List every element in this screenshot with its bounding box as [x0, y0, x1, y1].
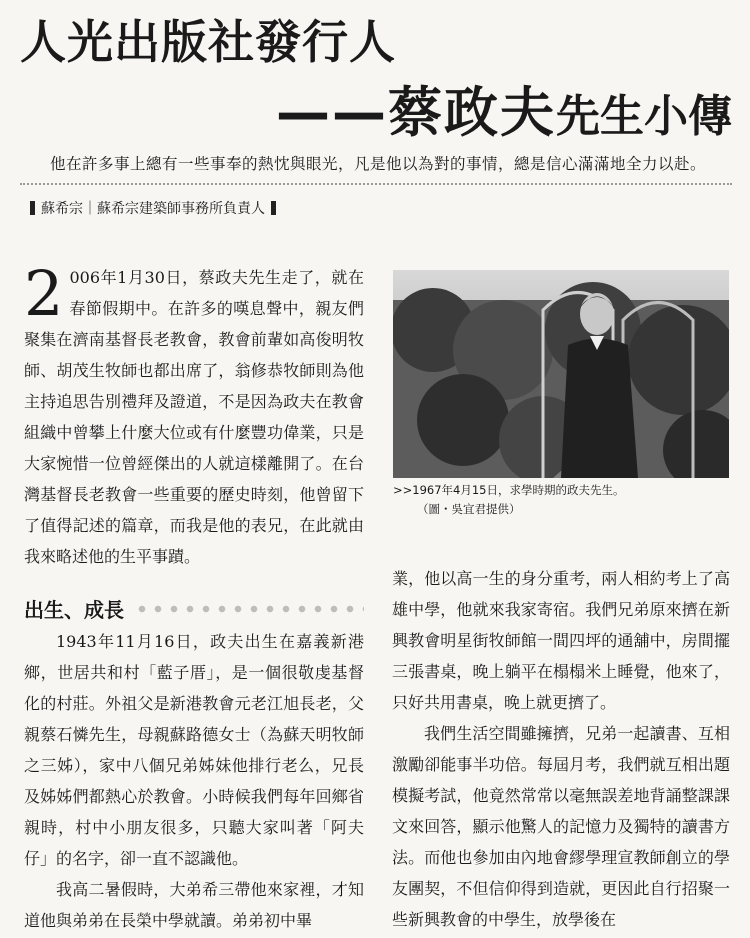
section-title: 出生、成長 [24, 598, 124, 622]
title-line-2 [276, 70, 732, 147]
section-dots [134, 605, 364, 613]
paragraph-1: 006年1月30日，蔡政夫先生走了，就在春節假期中。在許多的嘆息聲中，親友們聚集在濟南基督長老教會，教會前輩如高俊明牧師、胡茂生牧師也都出席了，翁修恭牧師則為他主持追思告別禮拜及證道，不是因為政夫在教會組織中曾攀上什麼大位或有什麼豐功偉業，只是大家惋惜一位曾經傑出的人就這樣離開了。在台灣基督長老教會一些重要的歷史時刻，他曾留下了值得記述的篇章，而我是他的表兄，在此就由我來略述他的生平事蹟。 [24, 268, 364, 566]
paragraph-5: 我們生活空間雖擁擠，兄弟一起讀書、互相激勵卻能事半功倍。每屆月考，我們就互相出題模擬考試，他竟然常常以毫無誤差地背誦整課課文來回答，顯示他驚人的記憶力及獨特的讀書方法。而他也參加由內地會繆學理宣教師創立的學友團契，不但信仰得到造就，更因此自行招聚一些新興教會的中學生，放學後在 [392, 724, 730, 929]
byline-marker-left [30, 201, 35, 215]
dotted-divider [20, 183, 732, 185]
dropcap: 2 [24, 257, 64, 330]
article-right [392, 563, 730, 935]
byline [24, 198, 282, 218]
byline-separator: ｜ [83, 201, 97, 217]
photo-caption [393, 481, 733, 519]
paragraph-3: 我高二暑假時，大弟希三帶他來家裡，才知道他與弟弟在長榮中學就讀。弟弟初中畢 [24, 880, 364, 930]
section-heading [24, 594, 364, 623]
article-left-lower [24, 626, 364, 936]
article-intro [24, 257, 364, 572]
title-suffix: 先生小傳 [556, 91, 732, 142]
paragraph-4: 業，他以高一生的身分重考，兩人相約考上了高雄中學，他就來我家寄宿。我們兄弟原來擠在新興教會明星街牧師館一間四坪的通舖中，房間擺三張書桌，晚上躺平在榻榻米上睡覺，他來了，只好共用書桌，晚上就更擠了。 [392, 569, 730, 712]
title-dash: —— [276, 81, 388, 144]
title-name: 蔡政夫 [388, 81, 556, 144]
byline-marker-right [271, 201, 276, 215]
title-line-1: 人光出版社發行人 [20, 15, 396, 69]
byline-affiliation: 蘇希宗建築師事務所負責人 [97, 201, 265, 217]
caption-line-1: >>1967年4月15日，求學時期的政夫先生。 [393, 483, 625, 497]
subtitle: 他在許多事上總有一些事奉的熱忱與眼光，凡是他以為對的事情，總是信心滿滿地全力以赴。 [50, 155, 707, 173]
portrait-photo [393, 270, 729, 478]
caption-line-2: （圖・吳宜君提供） [417, 502, 521, 516]
byline-author: 蘇希宗 [41, 201, 83, 217]
photo-illustration [393, 270, 729, 478]
paragraph-2: 1943年11月16日，政夫出生在嘉義新港鄉，世居共和村「藍子厝」，是一個很敬虔基督化的村莊。外祖父是新港教會元老江旭長老，父親蔡石憐先生，母親蘇路德女士（為蘇天明牧師之三姊），家中八個兄弟姊妹他排行老么，兄長及姊姊們都熱心於教會。小時候我們每年回鄉省親時，村中小朋友很多，只聽大家叫著「阿夫仔」的名字，卻一直不認識他。 [24, 632, 364, 868]
